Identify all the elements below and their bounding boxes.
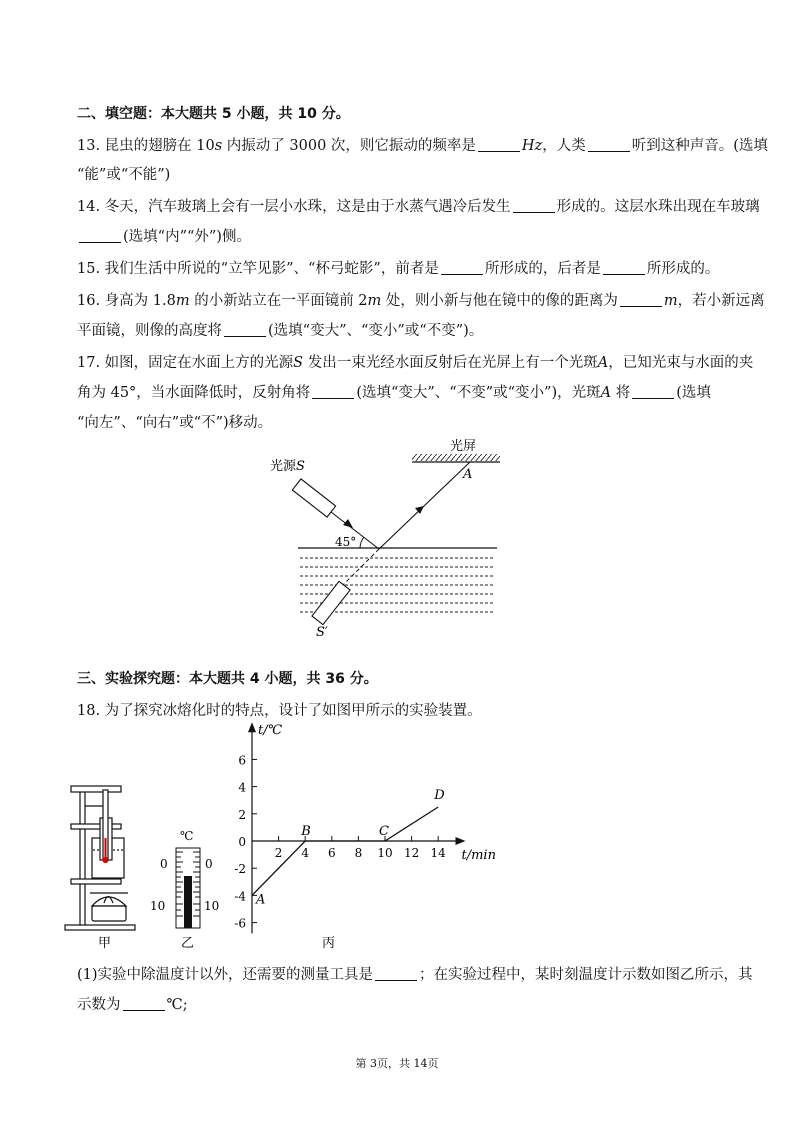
y-tick-label: 6 <box>238 753 246 768</box>
question-18-intro: 18. 为了探究冰熔化时的特点，设计了如图甲所示的实验装置。 <box>77 703 482 719</box>
melting-graph <box>234 722 496 933</box>
thermometer-tick-0-left: 0 <box>160 857 168 871</box>
y-axis-arrow <box>248 722 256 732</box>
x-tick-label: 10 <box>377 846 393 860</box>
section-3-heading: 三、实验探究题：本大题共 4 小题，共 36 分。 <box>77 671 378 687</box>
thermometer-tick-10-left: 10 <box>150 899 166 913</box>
point-label: A <box>256 892 266 908</box>
point-label: D <box>434 788 445 803</box>
y-tick-label: -4 <box>234 889 246 904</box>
x-axis-label: t/min <box>461 848 496 863</box>
x-tick-label: 4 <box>301 846 310 860</box>
question-16-line-2: 平面镜，则像的高度将 (选填“变大”、“变小”或“不变”)。 <box>77 323 484 339</box>
point-label: B <box>301 824 311 839</box>
x-tick-label: 12 <box>403 846 420 860</box>
label-bing: 丙 <box>322 936 336 951</box>
question-16-line-1: 16. 身高为 1.8m 的小新站立在一平面镜前 2m 处，则小新与他在镜中的像的距离为 m，若小新远离 <box>77 293 765 309</box>
question-18-part-1-line-1: (1)实验中除温度计以外，还需要的测量工具是 ；在实验过程中，某时刻温度计示数如图乙所示，其 <box>77 967 753 983</box>
point-label: C <box>379 824 389 839</box>
x-tick-label: 8 <box>354 846 363 860</box>
answer-blank <box>375 966 417 981</box>
label-yi: 乙 <box>181 936 195 951</box>
source-image-label: S′ <box>316 625 328 640</box>
question-13-line-1: 13. 昆虫的翅膀在 10s 内振动了 3000 次，则它振动的频率是 Hz，人类 听到这种声音。(选填 <box>77 138 768 154</box>
thermometer-unit: ℃ <box>180 829 194 843</box>
question-17-line-3: “向左”、“向右”或“不”)移动。 <box>77 415 273 431</box>
angle-label: 45° <box>335 535 357 549</box>
light-screen-label: 光屏 <box>450 439 477 454</box>
section-2-heading: 二、填空题：本大题共 5 小题，共 10 分。 <box>77 106 350 122</box>
thermometer-yi <box>150 829 219 928</box>
question-15: 15. 我们生活中所说的“立竿见影”、“杯弓蛇影”，前者是 所形成的，后者是 所形成的。 <box>77 261 720 277</box>
y-tick-label: 4 <box>238 780 246 795</box>
spot-a-label: A <box>463 467 473 482</box>
label-jia: 甲 <box>98 936 112 951</box>
question-17-line-1: 17. 如图，固定在水面上方的光源S 发出一束光经水面反射后在光屏上有一个光斑A，已知光束与水面的夹 <box>77 355 754 371</box>
question-14-line-1: 14. 冬天，汽车玻璃上会有一层小水珠，这是由于水蒸气遇冷后发生 形成的。这层水珠出现在车玻璃 <box>77 199 760 215</box>
question-18-part-1-line-2: 示数为 ℃; <box>77 997 188 1013</box>
x-tick-label: 14 <box>430 846 446 860</box>
question-13-line-2: “能”或“不能”) <box>77 167 171 183</box>
thermometer-tick-0-right: 0 <box>205 857 213 871</box>
y-tick-label: 0 <box>238 835 246 849</box>
apparatus-jia <box>65 786 135 930</box>
y-axis-label: t/℃ <box>258 723 283 739</box>
light-source-label: 光源S <box>270 459 305 474</box>
question-14-line-2: (选填“内”“外”)侧。 <box>77 227 251 247</box>
y-tick-label: 2 <box>238 807 246 822</box>
page-footer: 第 3页，共 14页 <box>355 1057 439 1070</box>
answer-blank <box>123 996 165 1011</box>
thermometer-tick-10-right: 10 <box>204 899 220 913</box>
x-tick-label: 6 <box>327 846 336 860</box>
question-17-line-2: 角为 45°，当水面降低时，反射角将 (选填“变大”、“不变”或“变小”)，光斑A 将 (选填 <box>77 385 711 401</box>
x-tick-label: 2 <box>274 846 283 860</box>
y-tick-label: -6 <box>234 916 246 931</box>
y-tick-label: -2 <box>234 862 246 877</box>
x-axis-arrow <box>456 837 466 845</box>
